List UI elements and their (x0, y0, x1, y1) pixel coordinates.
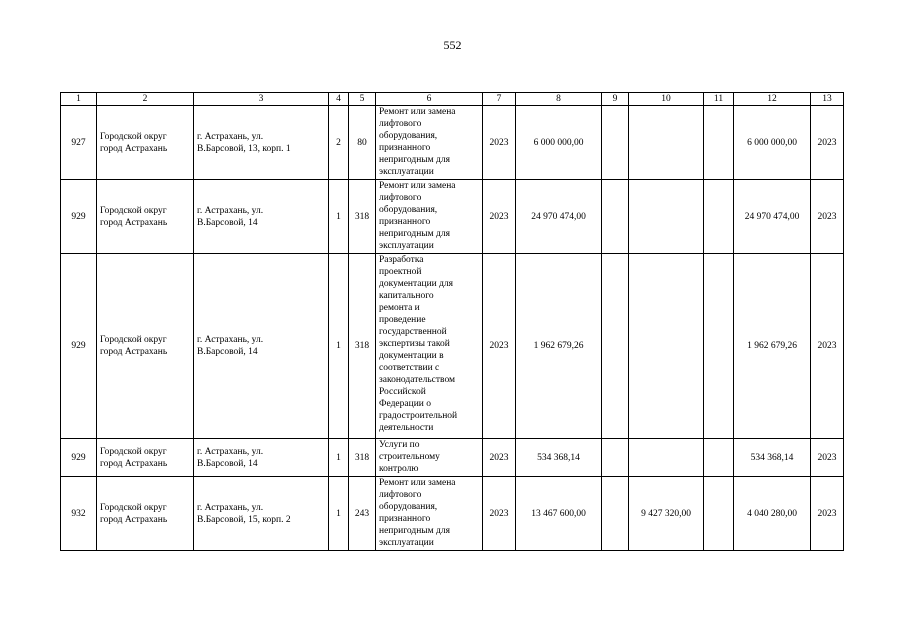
col10-cell: 9 427 320,00 (629, 477, 704, 551)
col5-cell: 318 (349, 439, 376, 477)
header-cell: 10 (629, 93, 704, 106)
col5-cell: 318 (349, 180, 376, 254)
header-cell: 4 (329, 93, 349, 106)
municipality-cell: Городской округ город Астрахань (97, 106, 194, 180)
table-row (61, 180, 844, 254)
header-cell: 12 (734, 93, 811, 106)
header-cell: 1 (61, 93, 97, 106)
total-cost-cell: 24 970 474,00 (516, 180, 602, 254)
row-number: 932 (61, 477, 97, 551)
year-cell: 2023 (483, 254, 516, 439)
page-number: 552 (443, 38, 462, 52)
address-cell: г. Астрахань, ул. В.Барсовой, 14 (194, 439, 329, 477)
col11-cell (704, 180, 734, 254)
col11-cell (704, 254, 734, 439)
col4-cell: 1 (329, 477, 349, 551)
col12-cell: 6 000 000,00 (734, 106, 811, 180)
col12-cell: 24 970 474,00 (734, 180, 811, 254)
work-type-cell: Услуги по строительному контролю (376, 439, 483, 477)
year-cell: 2023 (483, 106, 516, 180)
table-row (61, 477, 844, 551)
total-cost-cell: 6 000 000,00 (516, 106, 602, 180)
col4-cell: 1 (329, 254, 349, 439)
col10-cell (629, 180, 704, 254)
col10-cell (629, 439, 704, 477)
col13-cell: 2023 (811, 439, 844, 477)
col13-cell: 2023 (811, 254, 844, 439)
col12-cell: 534 368,14 (734, 439, 811, 477)
total-cost-cell: 13 467 600,00 (516, 477, 602, 551)
col12-cell: 4 040 280,00 (734, 477, 811, 551)
address-cell: г. Астрахань, ул. В.Барсовой, 14 (194, 180, 329, 254)
repair-schedule-table (60, 92, 844, 551)
header-cell: 7 (483, 93, 516, 106)
total-cost-cell: 1 962 679,26 (516, 254, 602, 439)
col9-cell (602, 254, 629, 439)
header-cell: 3 (194, 93, 329, 106)
header-cell: 5 (349, 93, 376, 106)
col12-cell: 1 962 679,26 (734, 254, 811, 439)
header-cell: 8 (516, 93, 602, 106)
year-cell: 2023 (483, 477, 516, 551)
header-cell: 9 (602, 93, 629, 106)
municipality-cell: Городской округ город Астрахань (97, 439, 194, 477)
year-cell: 2023 (483, 439, 516, 477)
col10-cell (629, 106, 704, 180)
col11-cell (704, 477, 734, 551)
col10-cell (629, 254, 704, 439)
col9-cell (602, 180, 629, 254)
col11-cell (704, 439, 734, 477)
header-row (61, 93, 844, 106)
municipality-cell: Городской округ город Астрахань (97, 180, 194, 254)
table-row (61, 439, 844, 477)
col13-cell: 2023 (811, 180, 844, 254)
year-cell: 2023 (483, 180, 516, 254)
col4-cell: 1 (329, 439, 349, 477)
col9-cell (602, 477, 629, 551)
address-cell: г. Астрахань, ул. В.Барсовой, 14 (194, 254, 329, 439)
col4-cell: 2 (329, 106, 349, 180)
work-type-cell: Ремонт или замена лифтового оборудования, признанного непригодным для эксплуатации (376, 106, 483, 180)
col4-cell: 1 (329, 180, 349, 254)
municipality-cell: Городской округ город Астрахань (97, 254, 194, 439)
table-row (61, 254, 844, 439)
col5-cell: 243 (349, 477, 376, 551)
row-number: 927 (61, 106, 97, 180)
address-cell: г. Астрахань, ул. В.Барсовой, 13, корп. 1 (194, 106, 329, 180)
col5-cell: 318 (349, 254, 376, 439)
header-cell: 13 (811, 93, 844, 106)
total-cost-cell: 534 368,14 (516, 439, 602, 477)
col9-cell (602, 106, 629, 180)
col13-cell: 2023 (811, 106, 844, 180)
work-type-cell: Разработка проектной документации для капитального ремонта и проведение государственной экспертизы такой документации в соответствии с законодательством Российской Федерации о градостроительной деятельности (376, 254, 483, 439)
row-number: 929 (61, 254, 97, 439)
header-cell: 2 (97, 93, 194, 106)
header-cell: 11 (704, 93, 734, 106)
col9-cell (602, 439, 629, 477)
row-number: 929 (61, 439, 97, 477)
table-row (61, 106, 844, 180)
header-cell: 6 (376, 93, 483, 106)
work-type-cell: Ремонт или замена лифтового оборудования, признанного непригодным для эксплуатации (376, 477, 483, 551)
work-type-cell: Ремонт или замена лифтового оборудования, признанного непригодным для эксплуатации (376, 180, 483, 254)
address-cell: г. Астрахань, ул. В.Барсовой, 15, корп. 2 (194, 477, 329, 551)
col13-cell: 2023 (811, 477, 844, 551)
municipality-cell: Городской округ город Астрахань (97, 477, 194, 551)
col11-cell (704, 106, 734, 180)
col5-cell: 80 (349, 106, 376, 180)
row-number: 929 (61, 180, 97, 254)
